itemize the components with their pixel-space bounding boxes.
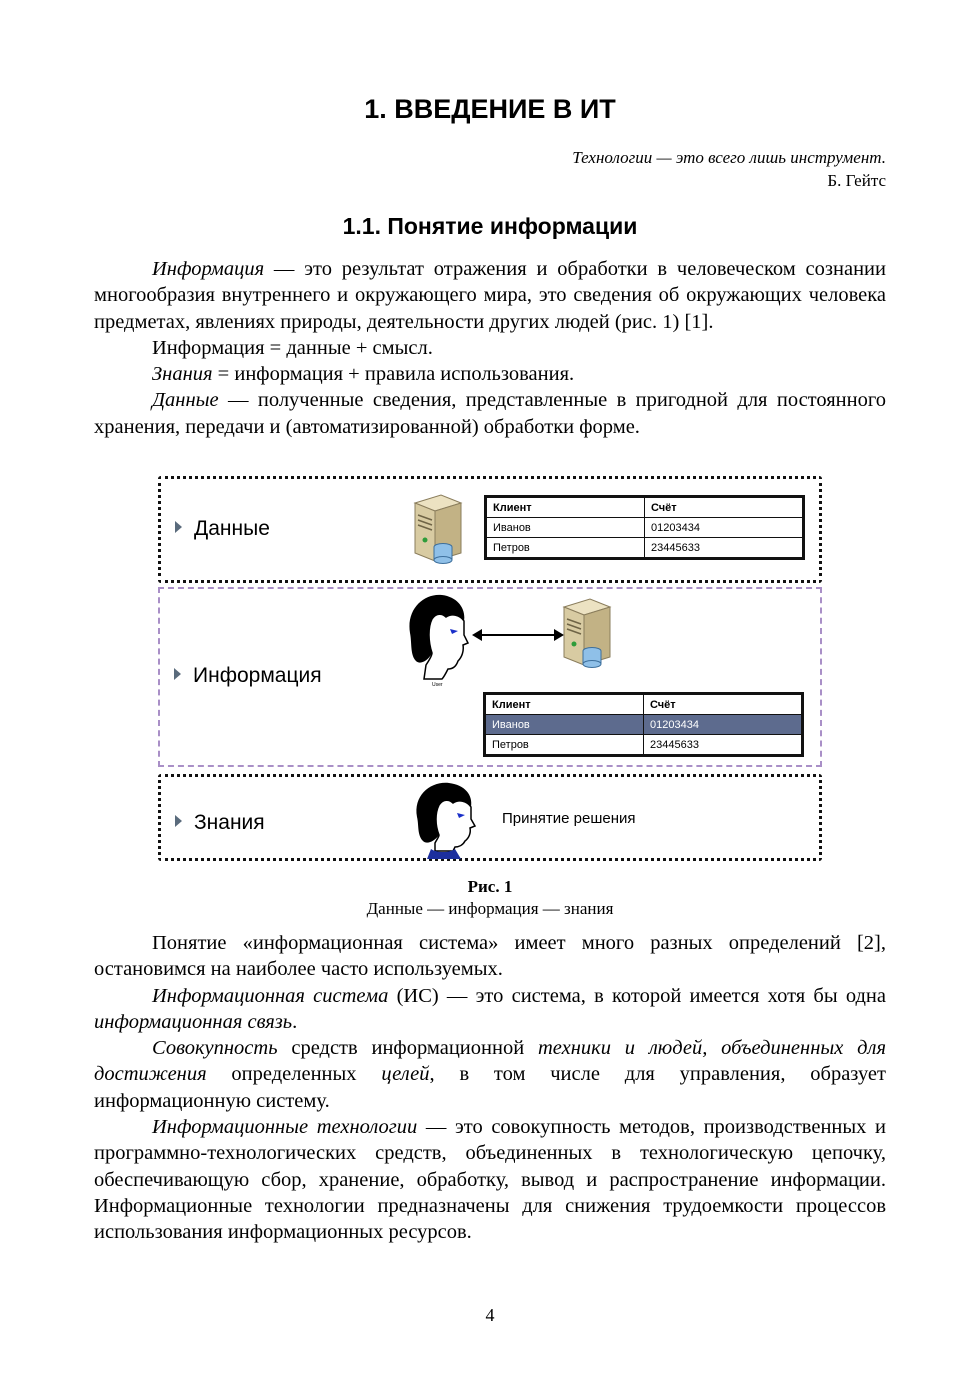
table-cell: Петров <box>485 735 644 756</box>
table-cell: 23445633 <box>645 538 804 559</box>
table-row <box>486 518 804 538</box>
table-cell: 23445633 <box>644 735 803 756</box>
table-header-cell: Счёт <box>645 497 804 518</box>
figure <box>158 476 822 866</box>
information-table <box>483 692 804 757</box>
page-number: 4 <box>485 1305 495 1325</box>
term: Информационная система <box>152 984 389 1007</box>
user-label: User <box>432 682 443 687</box>
figure-caption-number: Рис. 1 <box>467 877 513 896</box>
table-cell: 01203434 <box>645 518 804 538</box>
paragraph: Совокупность средств информационной техники и людей, объединенных для достижения определенных целей, в том числе для управления, образует информационную систему. <box>94 1037 886 1112</box>
table-header-cell: Клиент <box>486 497 645 518</box>
triangle-bullet-icon <box>174 668 181 680</box>
intro-text <box>94 256 886 440</box>
table-row-highlighted <box>485 715 803 735</box>
triangle-bullet-icon <box>175 521 182 533</box>
panel-knowledge <box>158 774 822 861</box>
triangle-bullet-icon <box>175 815 182 827</box>
double-arrow-icon <box>472 623 564 647</box>
table-cell: 01203434 <box>644 715 803 735</box>
paragraph: Знания = информация + правила использования. <box>152 363 575 386</box>
panel-information <box>158 587 822 767</box>
body-text <box>94 930 886 1246</box>
table-cell: Петров <box>486 538 645 559</box>
panel-label-information: Информация <box>174 664 322 688</box>
user-head-icon <box>402 591 472 687</box>
epigraph-author: Б. Гейтс <box>827 171 886 190</box>
figure-caption <box>94 876 886 920</box>
paragraph: Информация — это результат отражения и обработки в человеческом сознании многообразия внутреннего и окружающего мира, это сведения об окружающих человека предметах, явлениях природы, деятельности других людей (рис. 1) [1]. <box>94 258 886 333</box>
server-icon <box>556 597 614 669</box>
term: Данные <box>152 389 219 412</box>
table-row <box>485 735 803 756</box>
table-header-row <box>485 694 803 715</box>
user-head-icon <box>409 779 479 859</box>
table-header-row <box>486 497 804 518</box>
table-cell: Иванов <box>485 715 644 735</box>
chapter-title: 1. ВВЕДЕНИЕ В ИТ <box>364 94 616 124</box>
section-title: 1.1. Понятие информации <box>342 213 638 239</box>
figure-caption-text: Данные — информация — знания <box>366 899 614 918</box>
term: техники и людей, объединенных для достижения <box>94 1037 886 1086</box>
term: Знания <box>152 363 213 386</box>
table-header-cell: Клиент <box>485 694 644 715</box>
term: информационная связь <box>94 1010 293 1033</box>
table-cell: Иванов <box>486 518 645 538</box>
data-table <box>484 495 805 560</box>
term: Информация <box>152 258 265 280</box>
epigraph-quote: Технологии — это всего лишь инструмент. <box>572 148 886 167</box>
panel-label-knowledge: Знания <box>175 811 265 835</box>
panel-data <box>158 476 822 583</box>
epigraph <box>572 146 886 192</box>
server-icon <box>407 493 465 565</box>
table-header-cell: Счёт <box>644 694 803 715</box>
decision-label: Принятие решения <box>502 810 636 827</box>
paragraph: Понятие «информационная система» имеет много разных определений [2], остановимся на наиболее часто используемых. <box>94 932 886 981</box>
paragraph: Информационные технологии — это совокупность методов, производственных и программно-технологических средств, объединенных в технологическую цепочку, обеспечивающую сбор, хранение, обработку, вывод и распространение информации. Информационные технологии предназначены для снижения трудоемкости процессов использования информационных ресурсов. <box>94 1116 886 1244</box>
term: Совокупность <box>152 1037 278 1060</box>
paragraph: Информационная система (ИС) — это система, в которой имеется хотя бы одна информационная связь. <box>94 984 886 1033</box>
term: Информационные технологии <box>152 1116 418 1139</box>
paragraph: Информация = данные + смысл. <box>152 336 433 359</box>
panel-label-data: Данные <box>175 517 270 541</box>
table-row <box>486 538 804 559</box>
paragraph: Данные — полученные сведения, представленные в пригодной для постоянного хранения, передачи и (автоматизированной) обработки форме. <box>94 389 886 438</box>
term: целей <box>381 1063 430 1086</box>
